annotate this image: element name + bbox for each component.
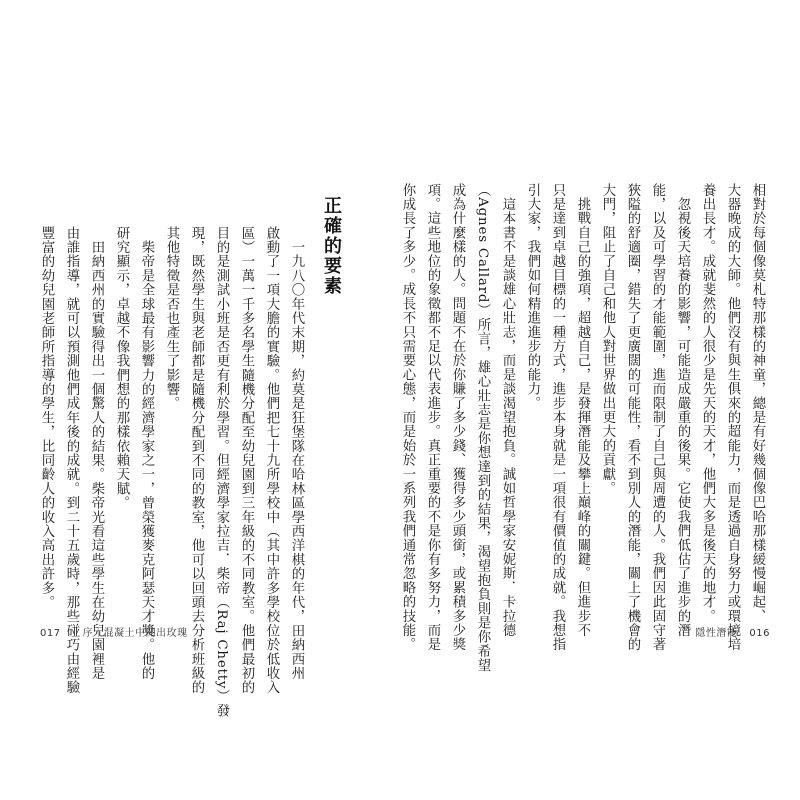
text-column: 狹隘的舒適圈，錯失了更廣闊的可能性，看不到別人的潛能，關上了機會的 (625, 183, 640, 652)
right-running-head: 隱性潛能 (695, 628, 738, 639)
left-running-head: 序｜混凝土中開出玫瑰 (82, 628, 188, 639)
text-column: 豐富的幼兒園老師所指導的學生，比同齡人的收入高出許多。 (39, 226, 54, 610)
text-column: 能，以及可學習的才能範圍，進而限制了自己與周遭的人。我們因此固守著 (650, 183, 665, 652)
text-column: 田納西州的實驗得出一個驚人的結果。柴帝光看這些學生在幼兒園裡是 (89, 226, 104, 681)
text-column: 這本書不是談雄心壯志，而是談渴望抱負。誠如哲學家安妮斯．卡拉德 (500, 183, 515, 638)
text-column: （Agnes Callard）所言，雄心壯志是你想達到的結果，渴望抱負則是你希望 (475, 183, 490, 673)
text-column: 大器晚成的大師。他們沒有與生俱來的超能力，而是透過自身努力或環境培 (725, 183, 740, 652)
right-page (400, 0, 800, 800)
text-column: 引大家，我們如何精進進步的能力。 (525, 183, 540, 411)
left-page-number: 017 (40, 628, 61, 639)
right-page-number: 016 (749, 628, 770, 639)
left-footer (40, 624, 188, 639)
text-column: 研究顯示，卓越不像我們想的那樣依賴天賦。 (114, 226, 129, 510)
text-column: 成為什麼樣的人。問題不在於你賺了多少錢、獲得多少頭銜，或累積多少獎 (450, 183, 465, 652)
text-column: 挑戰自己的強項，超越自己，是發揮潛能及攀上巔峰的關鍵。但進步不 (575, 183, 590, 638)
text-column: 柴帝是全球最有影響力的經濟學家之一，曾榮獲麥克阿瑟天才獎。他的 (139, 226, 154, 681)
right-footer (695, 624, 770, 639)
text-column: 目的是測試小班是否更有利於學習。但經濟學家拉吉．柴帝（Raj Chetty）發 (214, 226, 229, 718)
text-column: 大門，阻止了自己和他人對世界做出更大的貢獻。 (600, 183, 615, 496)
text-column: 養出長才。成就斐然的人很少是先天的天才，他們大多是後天的地才。 (700, 183, 715, 624)
text-column: 項。這些地位的象徵都不足以代表進步。真正重要的不是你有多努力，而是 (425, 183, 440, 652)
text-column: 由誰指導，就可以預測他們成年後的成就。到二十五歲時，那些碰巧由經驗 (64, 226, 79, 695)
text-column: 一九八〇年代末期，約莫是狂堡隊在哈林區學西洋棋的年代，田納西州 (289, 226, 304, 681)
section-heading: 正確的要素 (321, 196, 342, 296)
text-column: 相對於每個像莫札特那樣的神童，總是有好幾個像巴哈那樣緩慢崛起、 (750, 183, 765, 624)
text-column: 區）一萬一千多名學生隨機分配至幼兒園到三年級的不同教室。他們最初的 (239, 226, 254, 695)
text-column: 你成長了多少。成長不只需要心態，而是始於一系列我們通常忽略的技能。 (400, 183, 415, 652)
text-column: 只是達到卓越目標的一種方式，進步本身就是一項很有價值的成就。我想指 (550, 183, 565, 652)
text-column: 啟動了一項大膽的實驗。他們把七十九所學校中（其中許多學校位於低收入 (264, 226, 279, 695)
text-column: 現，既然學生與老師都是隨機分配到不同的教室，他可以回頭去分析班級的 (189, 226, 204, 695)
text-column: 其他特徵是否也產生了影響。 (164, 226, 179, 411)
text-column: 忽視後天培養的影響，可能造成嚴重的後果。它使我們低估了進步的潛 (675, 183, 690, 638)
